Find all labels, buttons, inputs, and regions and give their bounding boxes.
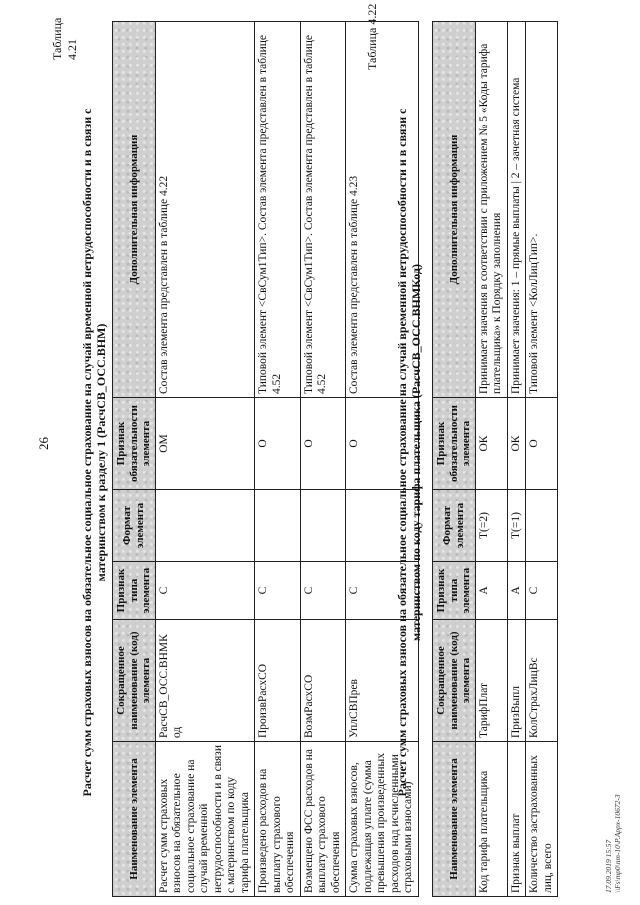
table1-label: Таблица 4.21 <box>50 17 79 60</box>
table-row <box>155 22 255 897</box>
table1-header-cell: Наименование элемента <box>113 742 156 897</box>
table-cell: С <box>346 562 419 620</box>
table-cell: Произведено расходов на выплату страхового обеспечения <box>255 742 301 897</box>
table2-header-cell: Дополнительная информация <box>433 22 476 398</box>
table-row <box>300 22 346 897</box>
table-cell: О <box>526 398 558 490</box>
table-cell: РасчСВ_ОСС.ВНМК од <box>155 620 255 742</box>
table2-title <box>395 20 423 885</box>
table-cell: ВозмРасхСО <box>300 620 346 742</box>
table-cell: Типовой элемент <КолЛицТип>. <box>526 22 558 398</box>
table-cell: С <box>155 562 255 620</box>
footer-stamp <box>604 794 622 893</box>
table-cell: О <box>346 398 419 490</box>
table-cell: О <box>255 398 301 490</box>
table-cell: Код тарифа плательщика <box>475 742 507 897</box>
table-cell: Типовой элемент <СвСум1Тип>. Состав элемента представлен в таблице 4.52 <box>255 22 301 398</box>
table-cell: Расчет сумм страховых взносов на обязательное социальное страхование на случай временной нетрудоспособности и в связи с материнством по коду тарифа плательщика <box>155 742 255 897</box>
table1-header-cell: Дополнительная информация <box>113 22 156 398</box>
table-cell: Количество застрахованных лиц, всего <box>526 742 558 897</box>
table1-title-line1: Расчет сумм страховых взносов на обязательное социальное страхование на случай временной нетрудоспособности и в связи с <box>80 108 94 797</box>
table2-header-cell: Наименование элемента <box>433 742 476 897</box>
table-cell: Типовой элемент <СвСум1Тип>. Состав элемента представлен в таблице 4.52 <box>300 22 346 398</box>
table-cell: T(=1) <box>507 490 526 562</box>
table-cell <box>155 490 255 562</box>
table1-header-cell: Признак типа элемента <box>113 562 156 620</box>
table-row <box>255 22 301 897</box>
table-cell: С <box>300 562 346 620</box>
table-cell: ТарифПлат <box>475 620 507 742</box>
table-cell: Сумма страховых взносов, подлежащая уплате (сумма превышения произведенных расходов над исчисленными страховыми взносами) <box>346 742 419 897</box>
table-cell: ОК <box>507 398 526 490</box>
table-cell: Принимает значения в соответствии с приложением № 5 «Коды тарифа плательщика» к Порядку заполнения <box>475 22 507 398</box>
table-cell: Состав элемента представлен в таблице 4.22 <box>155 22 255 398</box>
table-cell: ПроизвРасхСО <box>255 620 301 742</box>
table1-title <box>80 20 108 885</box>
table2-header-cell: Признак обязательности элемента <box>433 398 476 490</box>
table-row <box>507 22 526 897</box>
table2-title-line1: Расчет сумм страховых взносов на обязательное социальное страхование на случай временной нетрудоспособности и в связи с <box>395 108 409 797</box>
table-cell: ОК <box>475 398 507 490</box>
page-number: 26 <box>36 437 51 450</box>
table-cell: Состав элемента представлен в таблице 4.23 <box>346 22 419 398</box>
table-row <box>526 22 558 897</box>
table-cell: А <box>475 562 507 620</box>
table-4-21 <box>112 21 419 897</box>
table-cell: С <box>255 562 301 620</box>
footer-line2: \\Fs\mp0\пт-10\Р.Appx-10672-3 <box>613 794 622 893</box>
table-cell: О <box>300 398 346 490</box>
table1-title-line2: материнством к разделу 1 (РасчСВ_ОСС.ВНМ) <box>94 323 108 582</box>
table-cell: ПризВыпл <box>507 620 526 742</box>
table2-header-cell: Сокращенное наименование (код) элемента <box>433 620 476 742</box>
table1-header-cell: Сокращенное наименование (код) элемента <box>113 620 156 742</box>
table-cell: А <box>507 562 526 620</box>
table2-header-cell: Формат элемента <box>433 490 476 562</box>
table1-header-row <box>113 22 156 897</box>
table1-header-cell: Признак обязательности элемента <box>113 398 156 490</box>
table-cell: УплСВПрев <box>346 620 419 742</box>
table-row <box>475 22 507 897</box>
table-4-22 <box>432 21 558 897</box>
table2-header-cell: Признак типа элемента <box>433 562 476 620</box>
table2-header-row <box>433 22 476 897</box>
table-cell: T(=2) <box>475 490 507 562</box>
table-cell: Возмещено ФСС расходов на выплату страхового обеспечения <box>300 742 346 897</box>
table-cell: Признак выплат <box>507 742 526 897</box>
table1-header-cell: Формат элемента <box>113 490 156 562</box>
table2-title-line2: материнством по коду тарифа плательщика (РасчСВ_ОСС.ВНМКод) <box>409 264 423 641</box>
table-cell: Принимает значения: 1 – прямые выплаты | 2 – зачетная система <box>507 22 526 398</box>
table-cell: КолСтрахЛицВс <box>526 620 558 742</box>
table-cell <box>526 490 558 562</box>
table-cell <box>255 490 301 562</box>
table2-label: Таблица 4.22 <box>365 3 379 70</box>
table-cell: ОМ <box>155 398 255 490</box>
table-cell: С <box>526 562 558 620</box>
table-cell <box>300 490 346 562</box>
footer-line1: 17.09.2019 15:57 <box>604 839 613 893</box>
